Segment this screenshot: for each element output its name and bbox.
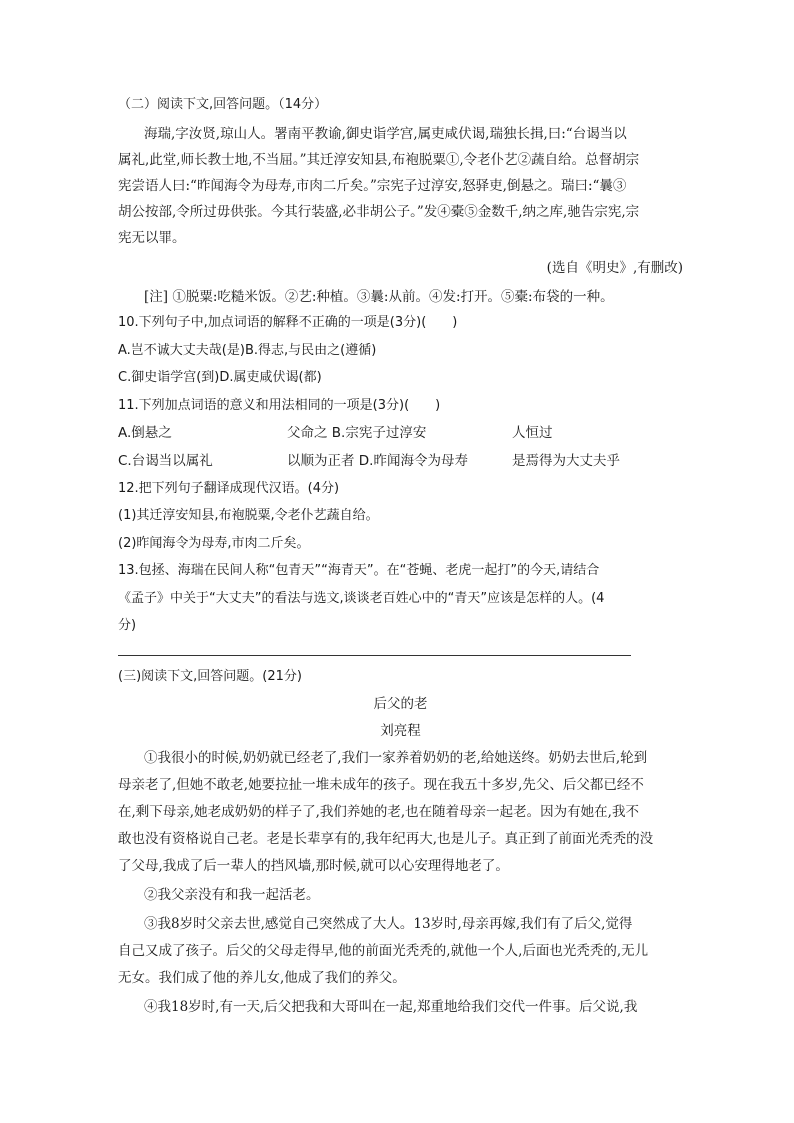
passage-line: 胡公按部,令所过毋供张。今其行装盛,必非胡公子。”发④橐⑤金数千,纳之库,驰告宗宪,宗 <box>118 204 640 220</box>
question-12-stem: 12.把下列句子翻译成现代汉语。(4分) <box>118 481 340 496</box>
question-13-line: 13.包拯、海瑞在民间人称“包青天”“海青天”。在“苍蝇、老虎一起打”的今天,请结合 <box>118 563 600 578</box>
question-10-options-ab: A.岂不诚大丈夫哉(是)B.得志,与民由之(遵循) <box>118 343 377 358</box>
question-11-stem: 11.下列加点词语的意义和用法相同的一项是(3分)( ) <box>118 398 441 413</box>
question-12-sentence-2: (2)昨闻海令为母寿,市肉二斤矣。 <box>118 536 310 551</box>
article-paragraph-line: 母亲老了,但她不敢老,她要拉扯一堆未成年的孩子。现在我五十多岁,先父、后父都已经不 <box>118 777 644 793</box>
article-paragraph-line: 了父母,我成了后一辈人的挡风墙,那时候,就可以心安理得地老了。 <box>118 858 509 874</box>
article-paragraph-line: ④我18岁时,有一天,后父把我和大哥叫在一起,郑重地给我们交代一件事。后父说,我 <box>144 999 638 1015</box>
passage-line: 宪尝语人曰:“昨闻海令为母寿,市肉二斤矣。”宗宪子过淳安,怒驿吏,倒悬之。瑞曰:“曩③ <box>118 178 627 194</box>
section3-heading: (三)阅读下文,回答问题。(21分) <box>118 669 302 684</box>
question-11-option-d-pair: 是焉得为大丈夫乎 <box>512 453 620 469</box>
article-paragraph-line: 在,剩下母亲,她老成奶奶的样子了,我们养她的老,也在随着母亲一起老。因为有她在,我不 <box>118 804 639 820</box>
article-author: 刘亮程 <box>380 723 421 739</box>
question-10-options-cd: C.御史诣学宫(到)D.属吏咸伏谒(都) <box>118 370 322 385</box>
question-11-option-c: C.台谒当以属礼 <box>118 453 213 469</box>
article-paragraph-line: 自己又成了孩子。后父的父母走得早,他的前面光秃秃的,就他一个人,后面也光秃秃的,无儿 <box>118 943 649 959</box>
article-title: 后父的老 <box>373 696 428 712</box>
article-paragraph-line: 敢也没有资格说自己老。老是长辈享有的,我年纪再大,也是儿子。真正到了前面光秃秃的没 <box>118 831 654 847</box>
passage-line: 宪无以罪。 <box>118 230 186 246</box>
question-11-option-b: 父命之 B.宗宪子过淳安 <box>287 425 427 441</box>
passage-line: 海瑞,字汝贤,琼山人。署南平教谕,御史诣学宫,属吏咸伏谒,瑞独长揖,曰:“台谒当以 <box>144 126 627 142</box>
question-13-line: 分) <box>118 618 137 633</box>
article-paragraph-line: 无女。我们成了他的养儿女,他成了我们的养父。 <box>118 970 406 986</box>
article-paragraph-line: ①我很小的时候,奶奶就已经老了,我们一家养着奶奶的老,给她送终。奶奶去世后,轮到 <box>144 750 648 766</box>
question-13-line: 《孟子》中关于“大丈夫”的看法与选文,谈谈老百姓心中的“青天”应该是怎样的人。(4 <box>118 591 605 606</box>
article-paragraph-line: ②我父亲没有和我一起活老。 <box>144 887 320 903</box>
question-11-option-a: A.倒悬之 <box>118 425 172 441</box>
passage-line: 属礼,此堂,师长教士地,不当屈。”其迁淳安知县,布袍脱粟①,令老仆艺②蔬自给。总督胡宗 <box>118 152 640 168</box>
question-11-option-b-pair: 人恒过 <box>512 425 553 441</box>
passage-note: [注] ①脱粟:吃糙米饭。②艺:种植。③曩:从前。④发:打开。⑤橐:布袋的一种。 <box>144 289 614 305</box>
section2-heading: （二）阅读下文,回答问题。（14分） <box>118 97 328 112</box>
question-10-stem: 10.下列句子中,加点词语的解释不正确的一项是(3分)( ) <box>118 315 458 330</box>
question-11-option-d: 以顺为正者 D.昨闻海令为母寿 <box>287 453 468 469</box>
article-paragraph-line: ③我8岁时父亲去世,感觉自己突然成了大人。13岁时,母亲再嫁,我们有了后父,觉得 <box>144 916 633 932</box>
passage-source: (选自《明史》,有删改) <box>546 260 683 276</box>
question-12-sentence-1: (1)其迁淳安知县,布袍脱粟,令老仆艺蔬自给。 <box>118 508 379 523</box>
answer-line <box>118 655 631 656</box>
